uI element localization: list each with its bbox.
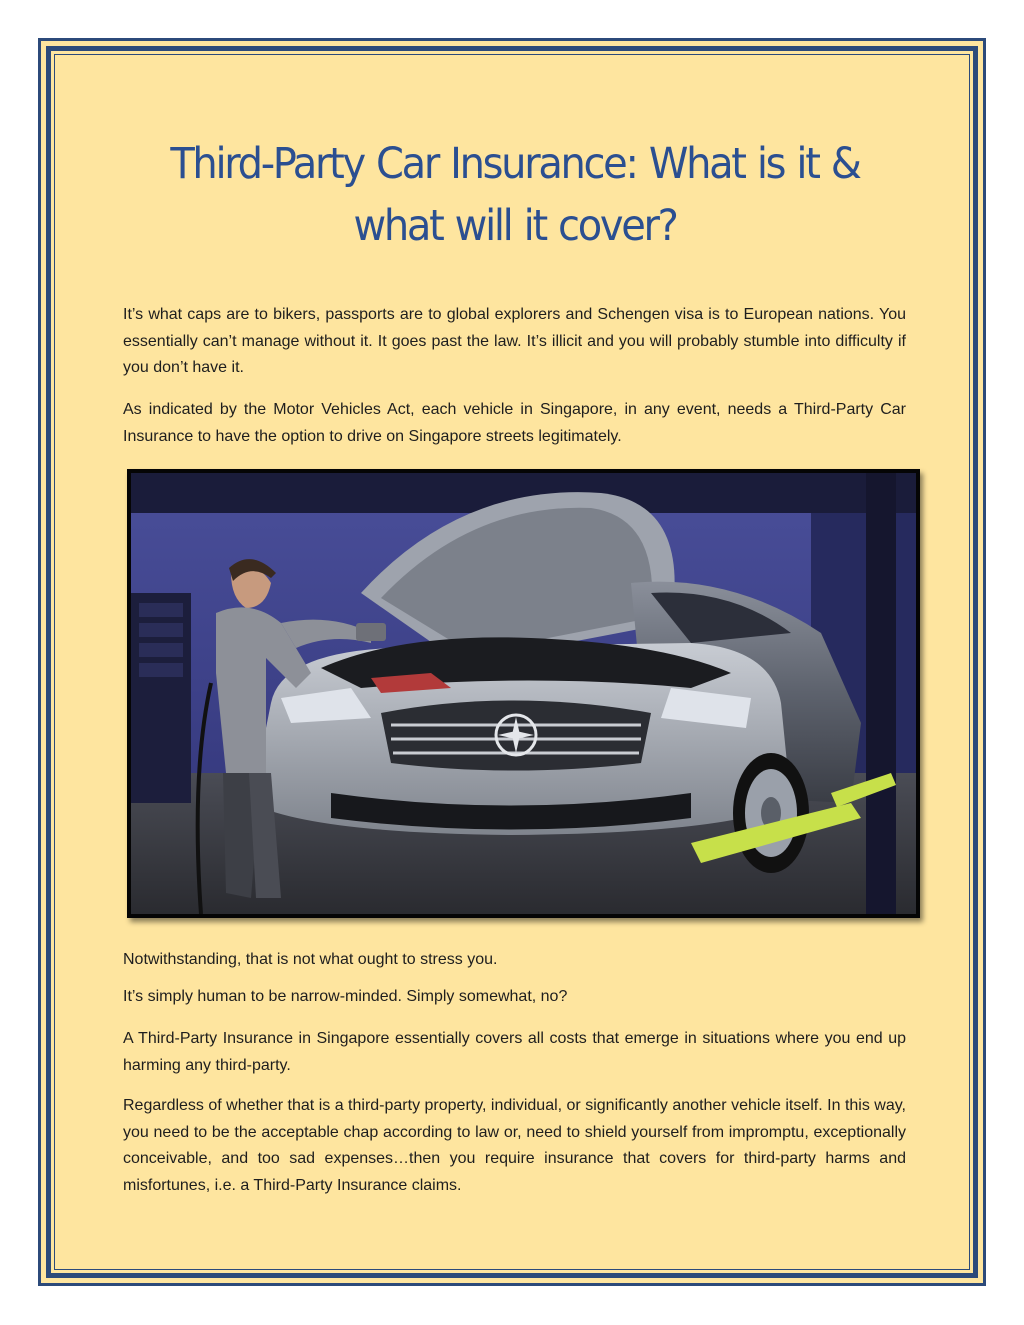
paragraph-intro: It’s what caps are to bikers, passports are to global explorers and Schengen visa is to European nations. You essentially can’t manage without it. It goes past the law. It’s illicit and you will probably stumble into difficulty if you don’t have it. <box>123 306 906 376</box>
paragraph-regardless: Regardless of whether that is a third-party property, individual, or significantly another vehicle itself. In this way, you need to be the acceptable chap according to law or, need to shield yourself from impromptu, exceptionally conceivable, and too sad expenses…then you require insurance that covers for third-party harms and misfortunes, i.e. a Third-Party Insurance claims. <box>123 1097 906 1194</box>
car-engine-illustration <box>131 473 916 914</box>
paragraph-narrow-minded: It’s simply human to be narrow-minded. Simply somewhat, no? <box>123 988 568 1005</box>
document-title <box>111 133 918 257</box>
title-line-1: Third-Party Car Insurance: What is it & <box>170 139 860 189</box>
paragraph-notwithstanding: Notwithstanding, that is not what ought to stress you. <box>123 951 498 968</box>
paragraph-motor-vehicles-act: As indicated by the Motor Vehicles Act, each vehicle in Singapore, in any event, needs a Third-Party Car Insurance to have the option to drive on Singapore streets legitimately. <box>123 401 906 445</box>
mechanic-car-photo <box>127 469 920 918</box>
document-page <box>38 38 986 1286</box>
title-line-2: what will it cover? <box>353 201 677 251</box>
paragraph-coverage: A Third-Party Insurance in Singapore essentially covers all costs that emerge in situations where you end up harming any third-party. <box>123 1030 906 1074</box>
